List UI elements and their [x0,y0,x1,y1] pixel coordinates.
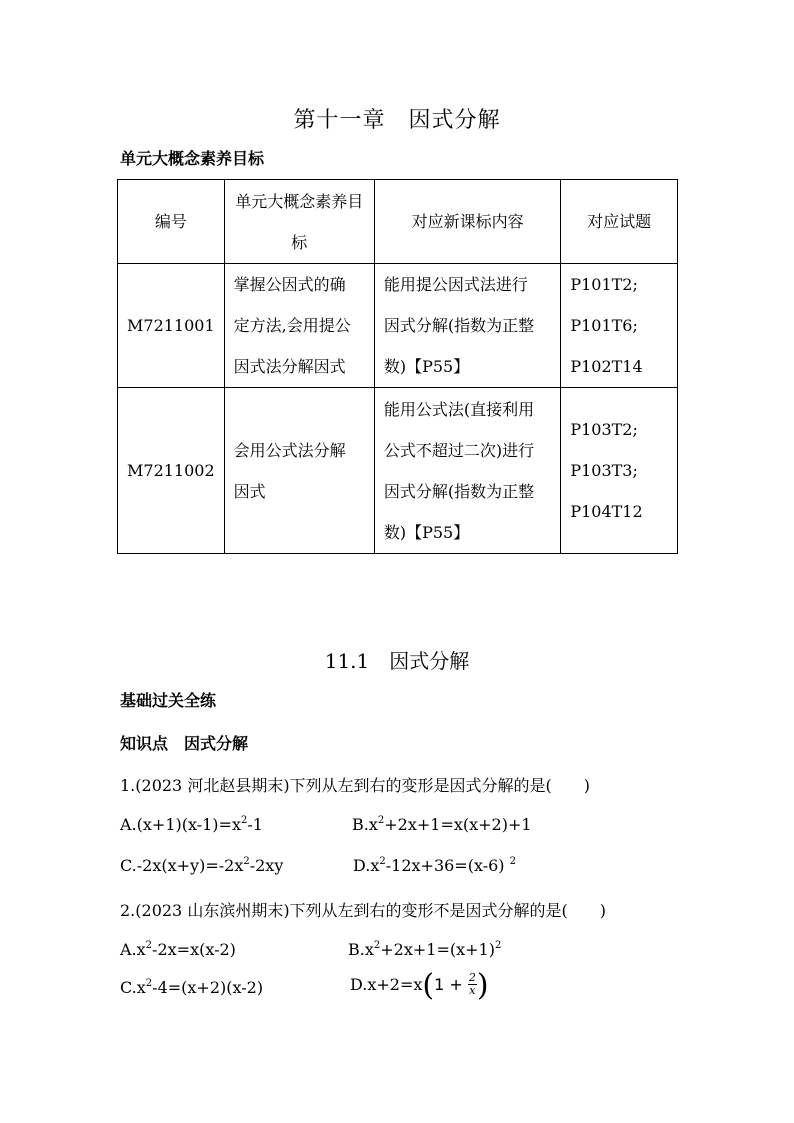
row-id: M7211001 [118,264,225,388]
question-ref: P103T3; [570,461,638,480]
right-paren: ) [476,968,489,1003]
q2-d-one-plus: 1 + [434,975,463,994]
standard-line: 因式分解(指数为正整 [383,481,535,501]
row-standard [374,264,560,388]
row-questions [561,264,678,388]
q2-c-exponent: 2 [145,978,153,989]
row-goal [224,264,374,388]
goal-line: 会用公式法分解 [233,440,346,460]
practice-heading: 基础过关全练 [120,691,217,710]
left-paren: ( [422,968,435,1003]
header-standard: 对应新课标内容 [374,180,560,264]
q2-b-exponent-2: 2 [494,940,502,951]
q2-c-tail: -4=(x+2)(x-2) [152,978,264,997]
q1-b-text: B.x [352,815,378,834]
table-row [118,388,678,554]
q1-d-exponent: 2 [379,856,386,867]
question-ref: P103T2; [570,420,638,439]
question-ref: P101T6; [570,316,638,335]
q2-b-exponent: 2 [373,940,381,951]
goal-line: 因式法分解因式 [233,357,346,376]
fraction [468,972,477,997]
fraction-numerator: 2 [468,971,476,984]
goal-line: 掌握公因式的确 [233,275,346,294]
q2-option-d [350,968,489,1003]
table-row [118,264,678,388]
q2-a-tail: -2x=x(x-2) [152,940,236,959]
q1-option-d [353,856,516,875]
header-id: 编号 [118,180,225,264]
header-questions: 对应试题 [561,180,678,264]
q1-a-tail: -1 [247,815,263,834]
q1-option-b [352,815,532,834]
q2-d-text: D.x+2=x [350,975,423,994]
row-id: M7211002 [118,388,225,554]
standard-line: 公式不超过二次)进行 [383,440,535,460]
unit-goal-table [117,179,678,554]
standard-line: 能用提公因式法进行 [383,275,528,294]
q1-c-text: C.-2x(x+y)=-2x [120,856,244,875]
standard-line: 数)【P55】 [383,522,470,542]
standard-line: 因式分解(指数为正整 [383,316,535,335]
q1-d-text: D.x [353,856,380,875]
row-standard [374,388,560,554]
q2-b-tail: +2x+1=(x+1) [380,940,495,959]
chapter-title: 第十一章 因式分解 [293,108,501,133]
q2-option-b [348,940,501,959]
q1-b-exponent: 2 [377,815,385,826]
table-header-row [118,180,678,264]
q1-d-exponent-2: 2 [509,856,516,867]
question-ref: P101T2; [570,275,638,294]
standard-line: 能用公式法(直接利用 [383,399,535,419]
header-goal [224,180,374,264]
question-ref: P102T14 [570,357,643,376]
q1-option-c [120,856,283,875]
q2-a-text: A.x [120,940,146,959]
section-title: 11.1 因式分解 [324,649,470,673]
q2-b-text: B.x [348,940,374,959]
question-ref: P104T12 [570,502,643,521]
q2-option-c [120,978,263,997]
goal-line: 因式 [233,481,266,501]
standard-line: 数)【P55】 [383,357,470,376]
q1-c-exponent: 2 [243,856,250,867]
knowledge-point: 知识点 因式分解 [120,734,249,753]
q2-stem: 2.(2023 山东滨州期末)下列从左到右的变形不是因式分解的是( ) [120,901,607,920]
q1-stem: 1.(2023 河北赵县期末)下列从左到右的变形是因式分解的是( ) [120,776,591,795]
row-questions [561,388,678,554]
fraction-denominator: x [469,984,476,997]
q1-option-a [120,815,263,834]
q2-a-exponent: 2 [145,940,153,951]
q1-b-tail: +2x+1=x(x+2)+1 [384,815,532,834]
q1-d-mid: -12x+36=(x-6) [385,856,505,875]
q1-c-tail: -2xy [249,856,284,875]
header-goal-text: 单元大概念素养目标 [235,191,364,252]
q2-c-text: C.x [120,978,146,997]
q2-option-a [120,940,236,959]
row-goal [224,388,374,554]
unit-goal-heading: 单元大概念素养目标 [120,149,265,168]
goal-line: 定方法,会用提公 [233,316,351,335]
q1-a-exponent: 2 [240,815,248,826]
q1-a-text: A.(x+1)(x-1)=x [120,815,241,834]
